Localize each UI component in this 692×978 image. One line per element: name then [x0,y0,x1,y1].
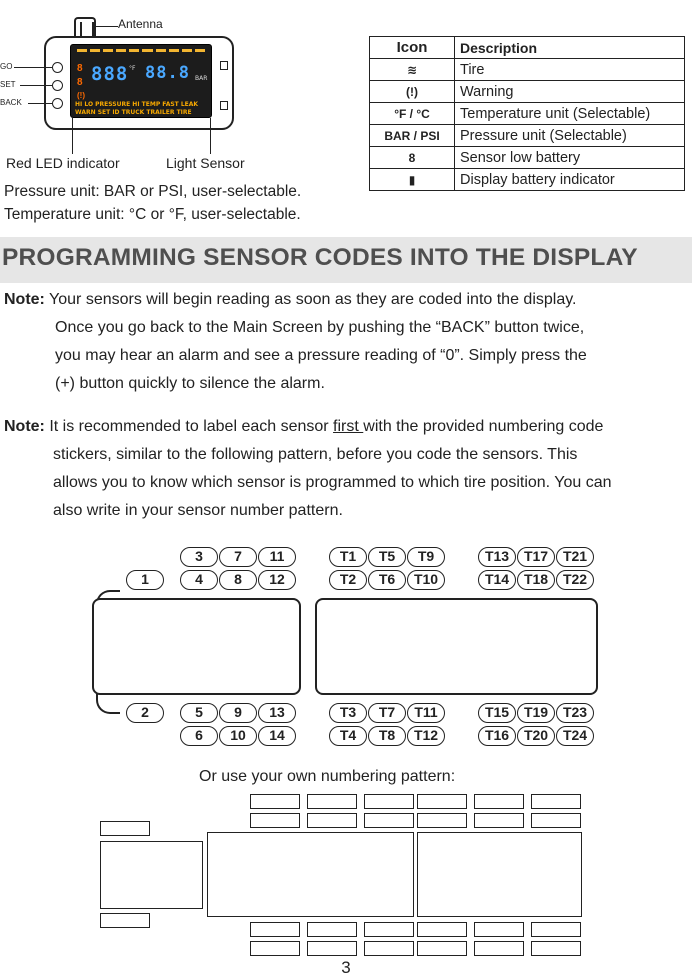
trailer-bottom-sticker: T15 [478,703,516,723]
description-cell: Tire [455,59,685,81]
blank-sticker-box[interactable] [307,794,357,809]
blank-sticker-box[interactable] [417,941,467,956]
truck-top-sticker: 8 [219,570,257,590]
pressure-unit-text: Pressure unit: BAR or PSI, user-selectable. [4,183,302,200]
trailer-top-sticker: T2 [329,570,367,590]
trailer-bottom-sticker: T11 [407,703,445,723]
antenna-callout-line [96,26,118,27]
light-sensor-label: Light Sensor [166,155,245,171]
icon-table-header-row [370,37,685,59]
red-led-callout-line [72,118,73,154]
red-led-label: Red LED indicator [6,155,120,171]
blank-sticker-box[interactable] [531,794,581,809]
description-cell: Warning [455,81,685,103]
table-row [370,147,685,169]
truck-top-sticker: 12 [258,570,296,590]
go-callout-line [14,67,52,68]
table-row [370,59,685,81]
trailer-bottom-sticker: T8 [368,726,406,746]
blank-sticker-box[interactable] [417,922,467,937]
go-label: GO [0,62,13,71]
trailer-top-sticker: T5 [368,547,406,567]
note2-line1-underlined: first [333,418,364,435]
note1-first-line [4,286,576,315]
note1-line1: Your sensors will begin reading as soon as they are coded into the display. [49,291,577,308]
trailer-top-sticker: T14 [478,570,516,590]
blank-front-sticker-box[interactable] [100,913,150,928]
blank-sticker-box[interactable] [250,941,300,956]
lcd-screen: 8 8 888 °F 88.8 BAR (!) HI LO PRESSURE HI TEMP FAST LEAK WARN SET ID TRUCK TRAILER TIRE [70,44,212,118]
note2-first-line [4,413,603,442]
trailer-top-sticker: T13 [478,547,516,567]
blank-sticker-box[interactable] [417,794,467,809]
lcd-unit-f: °F [129,65,136,72]
table-row [370,81,685,103]
blank-sticker-box[interactable] [364,922,414,937]
blank-trailer-outline [417,832,582,917]
lcd-right-digits: 88.8 [145,63,190,83]
pressure-unit-icon: BAR / PSI [370,125,455,147]
description-cell: Temperature unit (Selectable) [455,103,685,125]
lcd-label-row1: HI LO PRESSURE HI TEMP FAST LEAK [75,101,199,108]
truck-top-sticker: 7 [219,547,257,567]
note1-line4: (+) button quickly to silence the alarm. [55,375,325,392]
description-column-header: Description [455,37,685,59]
blank-sticker-box[interactable] [474,813,524,828]
truck-top-sticker: 11 [258,547,296,567]
plus-button[interactable] [220,61,228,70]
sensor-battery-icon: 8 [370,147,455,169]
trailer-top-sticker: T1 [329,547,367,567]
table-row [370,125,685,147]
truck-bottom-sticker: 13 [258,703,296,723]
antenna-label: Antenna [118,17,163,31]
front-top-sticker: 1 [126,570,164,590]
blank-cab-outline [100,841,203,909]
trailer-top-sticker: T9 [407,547,445,567]
antenna-illustration [74,17,96,37]
icon-description-table [369,36,685,191]
note1-line2: Once you go back to the Main Screen by pushing the “BACK” button twice, [55,319,585,336]
set-button[interactable] [52,80,63,91]
back-callout-line [28,103,52,104]
blank-sticker-box[interactable] [250,794,300,809]
note2-label: Note: [4,418,45,435]
trailer-bottom-sticker: T12 [407,726,445,746]
blank-sticker-box[interactable] [364,813,414,828]
table-row [370,103,685,125]
truck-bottom-sticker: 5 [180,703,218,723]
trailer-outline [315,598,598,695]
trailer-bottom-sticker: T3 [329,703,367,723]
temperature-unit-text: Temperature unit: °C or °F, user-selectable. [4,206,301,223]
trailer-bottom-sticker: T4 [329,726,367,746]
set-label: SET [0,80,16,89]
warning-icon: (!) [370,81,455,103]
trailer-top-sticker: T22 [556,570,594,590]
table-row [370,169,685,191]
truck-top-sticker: 3 [180,547,218,567]
set-callout-line [20,85,52,86]
section-heading: PROGRAMMING SENSOR CODES INTO THE DISPLAY [2,244,638,271]
own-pattern-label: Or use your own numbering pattern: [199,768,456,785]
blank-sticker-box[interactable] [307,813,357,828]
truck-bottom-sticker: 6 [180,726,218,746]
note2-line1-before: It is recommended to label each sensor [49,418,334,435]
trailer-top-sticker: T18 [517,570,555,590]
trailer-bottom-sticker: T19 [517,703,555,723]
trailer-top-sticker: T6 [368,570,406,590]
description-cell: Display battery indicator [455,169,685,191]
blank-sticker-box[interactable] [531,813,581,828]
trailer-bottom-sticker: T23 [556,703,594,723]
note1-label: Note: [4,291,45,308]
description-cell: Sensor low battery [455,147,685,169]
trailer-top-sticker: T21 [556,547,594,567]
blank-front-sticker-box[interactable] [100,821,150,836]
blank-sticker-box[interactable] [250,922,300,937]
lcd-unit-bar: BAR [195,75,208,82]
note1-line3: you may hear an alarm and see a pressure reading of “0”. Simply press the [55,347,587,364]
truck-cab-outline [92,598,301,695]
page-number: 3 [341,958,351,977]
blank-sticker-box[interactable] [474,922,524,937]
blank-sticker-box[interactable] [364,941,414,956]
trailer-bottom-sticker: T20 [517,726,555,746]
lcd-label-row2: WARN SET ID TRUCK TRAILER TIRE [75,109,192,116]
blank-sticker-box[interactable] [531,922,581,937]
trailer-bottom-sticker: T7 [368,703,406,723]
blank-truck-outline [207,832,414,917]
blank-sticker-box[interactable] [307,941,357,956]
minus-button[interactable] [220,101,228,110]
trailer-bottom-sticker: T24 [556,726,594,746]
back-button[interactable] [52,98,63,109]
blank-sticker-box[interactable] [531,941,581,956]
light-sensor-callout-line [210,118,211,154]
note2-line3: allows you to know which sensor is programmed to which tire position. You can [53,474,612,491]
note2-line1-after: with the provided numbering code [363,418,604,435]
blank-sticker-box[interactable] [474,794,524,809]
truck-bottom-sticker: 9 [219,703,257,723]
trailer-top-sticker: T17 [517,547,555,567]
lcd-left-digits: 888 [91,63,129,85]
blank-sticker-box[interactable] [250,813,300,828]
blank-sticker-box[interactable] [307,922,357,937]
blank-sticker-box[interactable] [474,941,524,956]
icon-column-header: Icon [370,37,455,59]
tire-icon: ≋ [370,59,455,81]
trailer-bottom-sticker: T16 [478,726,516,746]
blank-sticker-box[interactable] [364,794,414,809]
lcd-warning-icon: (!) [77,91,85,100]
blank-sticker-box[interactable] [417,813,467,828]
note2-line4: also write in your sensor number pattern. [53,502,343,519]
truck-bottom-sticker: 10 [219,726,257,746]
temperature-unit-icon: °F / °C [370,103,455,125]
trailer-top-sticker: T10 [407,570,445,590]
display-battery-icon: ▮ [370,169,455,191]
truck-bottom-sticker: 14 [258,726,296,746]
back-label: BACK [0,98,22,107]
note2-line2: stickers, similar to the following pattern, before you code the sensors. This [53,446,578,463]
description-cell: Pressure unit (Selectable) [455,125,685,147]
go-button[interactable] [52,62,63,73]
front-bottom-sticker: 2 [126,703,164,723]
truck-top-sticker: 4 [180,570,218,590]
